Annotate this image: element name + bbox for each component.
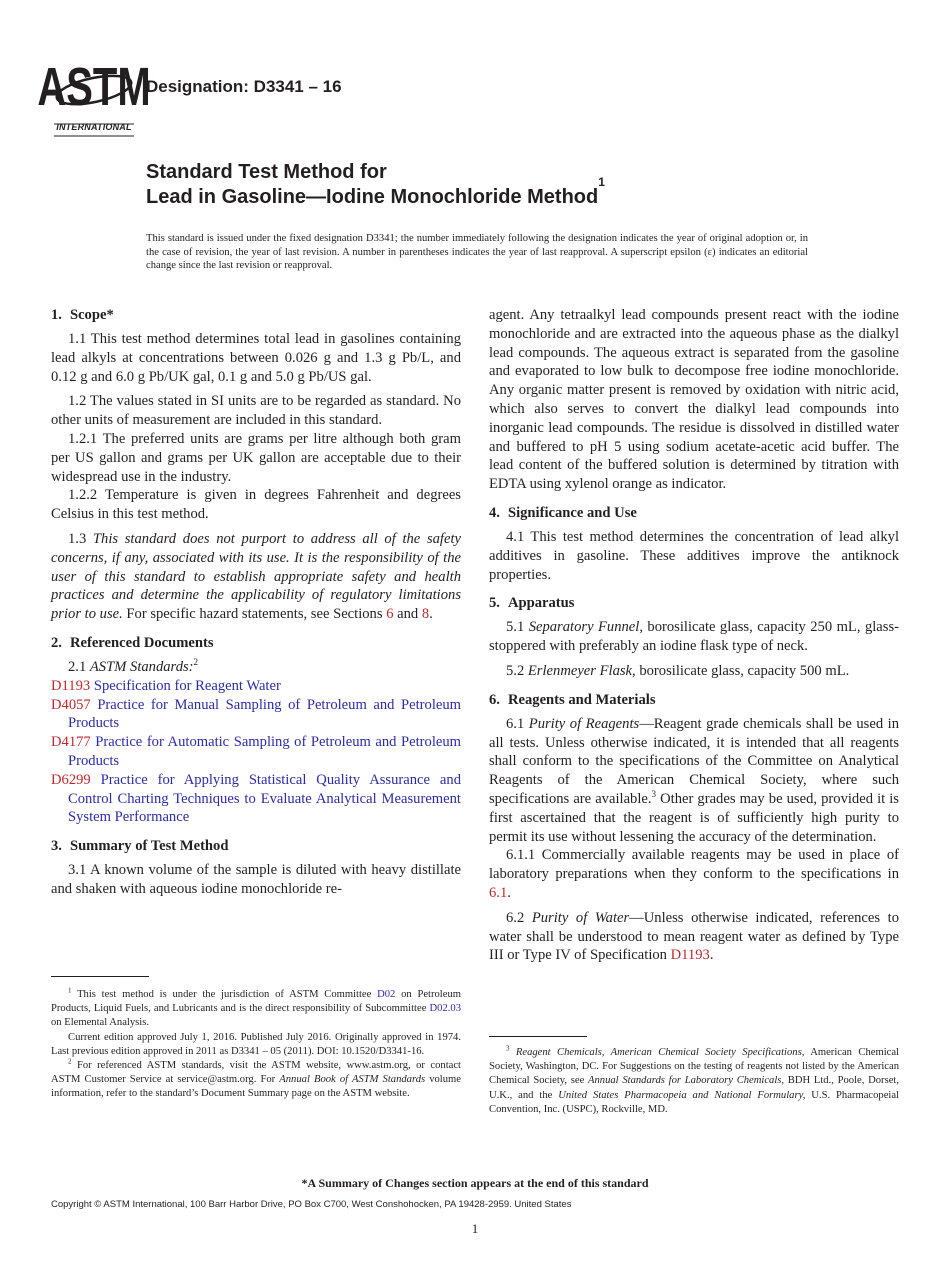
left-column — [51, 306, 461, 899]
reference-item[interactable]: D4057 Practice for Manual Sampling of Petroleum and Petroleum Products — [51, 696, 461, 732]
footnotes-right — [489, 1046, 899, 1117]
paragraph-5-1: 5.1 Separatory Funnel, borosilicate glass, capacity 250 mL, glass-stoppered with preferably an iodine flask type of neck. — [489, 619, 899, 655]
logo-text: INTERNATIONAL — [56, 122, 132, 132]
paragraph-6-1-1: 6.1.1 Commercially available reagents may be used in place of laboratory preparations when they conform to the specifications in 6.1. — [489, 847, 899, 901]
designation: Designation: D3341 – 16 — [146, 77, 342, 96]
section-6-1-link[interactable]: 6.1 — [489, 884, 508, 901]
paragraph-1-2: 1.2 The values stated in SI units are to be regarded as standard. No other units of measurement are included in this standard. — [51, 393, 461, 429]
reference-item[interactable]: D4177 Practice for Automatic Sampling of Petroleum and Petroleum Products — [51, 734, 461, 769]
section-heading: 3. Summary of Test Method — [51, 838, 229, 855]
d1193-link[interactable]: D1193 — [670, 947, 710, 964]
document-title — [146, 160, 605, 210]
paragraph-1-2-1: 1.2.1 The preferred units are grams per litre although both gram per US gallon and grams per UK gallon are acceptable due to their widespread use in the industry. — [51, 430, 461, 485]
footnote-divider — [51, 976, 149, 977]
paragraph-1-1: 1.1 This test method determines total lead in gasolines containing lead alkyls at concentrations between 0.026 g and 1.3 g Pb/L, and 0.12 g and 6.0 g Pb/UK gal, 0.1 g and 5.0 g Pb/US gal. — [51, 331, 461, 385]
section-heading: 2. Referenced Documents — [51, 634, 214, 651]
footnote-3: $^3$ Reagent Chemicals, American Chemical Society Specifications, American Chemical Society, Washington, DC. For Suggestions on the testing of reagents not listed by the American Chemical Society, see Annual Standards for Laboratory Chemicals, BDH Ltd., Poole, Dorset, U.K., and the United States Pharmacopeia and National Formulary, U.S. Pharmacopeial Convention, Inc. (USPC), Rockville, MD. — [489, 1044, 899, 1115]
footnote-1-edition: Current edition approved July 1, 2016. Published July 2016. Originally approved in 1974. Last previous edition approved in 2011 as D3341 – 05 (2011). DOI: 10.1520/D3341-16. — [51, 1031, 461, 1057]
copyright-line: Copyright © ASTM International, 100 Barr Harbor Drive, PO Box C700, West Conshohocken, PA 19428-2959. United States — [51, 1199, 572, 1210]
section-6 — [489, 691, 899, 965]
section-5 — [489, 594, 899, 680]
section-heading: 4. Significance and Use — [489, 504, 637, 521]
reference-item[interactable]: D1193 Specification for Reagent Water — [51, 677, 281, 694]
footnote-1: $^1$ This test method is under the jurisdiction of ASTM Committee D02 on Petroleum Products, Liquid Fuels, and Lubricants and is the direct responsibility of Subcommittee D02.03 on Elemental Analysis. — [51, 986, 461, 1029]
footnote-3-ref[interactable]: 3 — [651, 789, 657, 800]
paragraph-6-1: 6.1 Purity of Reagents—Reagent grade chemicals shall be used in all tests. Unless otherwise indicated, it is intended that all reagents shall conform to the specifications of the Committee on Analytical Reagents of the American Chemical Society, where such specifications are available.$^3$ Other grades may be used, provided it is first ascertained that the reagent is of sufficiently high purity to permit its use without lessening the accuracy of the determination. — [489, 715, 900, 845]
section-2 — [51, 634, 461, 827]
section-4 — [489, 504, 899, 584]
title-footnote-ref[interactable]: 1 — [598, 175, 605, 189]
title-line-1: Standard Test Method for — [146, 161, 387, 183]
paragraph-1-2-2: 1.2.2 Temperature is given in degrees Fahrenheit and degrees Celsius in this test method. — [51, 487, 461, 523]
footnote-divider — [489, 1036, 587, 1037]
section-6-link[interactable]: 6 — [386, 606, 394, 623]
section-heading: 6. Reagents and Materials — [489, 691, 656, 708]
svg-text:ASTM: ASTM — [37, 57, 151, 118]
right-column — [489, 306, 899, 965]
page-number: 1 — [471, 1221, 479, 1236]
paragraph-3-1-start: 3.1 A known volume of the sample is diluted with heavy distillate and shaken with aqueous iodine monochloride re- — [51, 862, 461, 897]
section-heading: 5. Apparatus — [489, 595, 575, 612]
paragraph-5-2: 5.2 Erlenmeyer Flask, borosilicate glass, capacity 500 mL. — [506, 662, 850, 679]
paragraph-1-3: 1.3 This standard does not purport to address all of the safety concerns, if any, associated with its use. It is the responsibility of the user of this standard to establish appropriate safety and health practices and determine the applicability of regulatory limitations prior to use. For specific hazard statements, see Sections 6 and 8. — [51, 530, 461, 623]
footnotes-left — [51, 988, 461, 1102]
standard-notice: This standard is issued under the fixed designation D3341; the number immediately following the designation indicates the year of original adoption or, in the case of revision, the year of last revision. A number in parentheses indicates the year of last reapproval. A superscript epsilon (ε) indicates an editorial change since the last revision or reapproval. — [146, 233, 808, 271]
paragraph-2-1: 2.1 ASTM Standards:$^2$ — [68, 657, 199, 675]
section-3 — [51, 837, 461, 899]
paragraph-3-1-cont: agent. Any tetraalkyl lead compounds present react with the iodine monochloride and are extracted into the aqueous phase as the dialkyl lead compounds. The aqueous extract is separated from the gasoline and evaporated to low bulk to decompose free iodine monochloride. Any organic matter present is removed by oxidation with nitric acid, which also serves to convert the dialkyl lead compounds into inorganic lead compounds. The residue is dissolved in distilled water and buffered to pH 5 using sodium acetate-acetic acid buffer. The lead content of the buffered solution is determined by titration with EDTA using xylenol orange as indicator. — [489, 307, 899, 493]
paragraph-4-1: 4.1 This test method determines the concentration of lead alkyl additives in gasoline. These additives improve the antiknock properties. — [489, 528, 899, 583]
summary-of-changes-note: *A Summary of Changes section appears at the end of this standard — [301, 1176, 649, 1190]
footnote-2-ref[interactable]: 2 — [193, 657, 199, 668]
astm-logo — [37, 57, 151, 138]
section-8-link[interactable]: 8 — [421, 606, 430, 623]
section-heading: 1. Scope* — [51, 307, 114, 323]
paragraph-6-2: 6.2 Purity of Water—Unless otherwise indicated, references to water shall be understood to mean reagent water as defined by Type III or Type IV of Specification D1193. — [489, 909, 899, 964]
title-line-2: Lead in Gasoline—Iodine Monochloride Method$^1$ — [146, 175, 605, 208]
footnote-2: $^2$ For referenced ASTM standards, visit the ASTM website, www.astm.org, or contact ASTM Customer Service at service@astm.org. For Annual Book of ASTM Standards volume information, refer to the standard’s Document Summary page on the ASTM website. — [51, 1057, 461, 1100]
subcommittee-d02-03-link[interactable]: D02.03 — [429, 1003, 461, 1015]
committee-d02-link[interactable]: D02 — [377, 989, 396, 1000]
reference-item[interactable]: D6299 Practice for Applying Statistical Quality Assurance and Control Charting Techniques to Evaluate Analytical Measurement System Performance — [51, 771, 461, 826]
section-1 — [51, 306, 461, 624]
